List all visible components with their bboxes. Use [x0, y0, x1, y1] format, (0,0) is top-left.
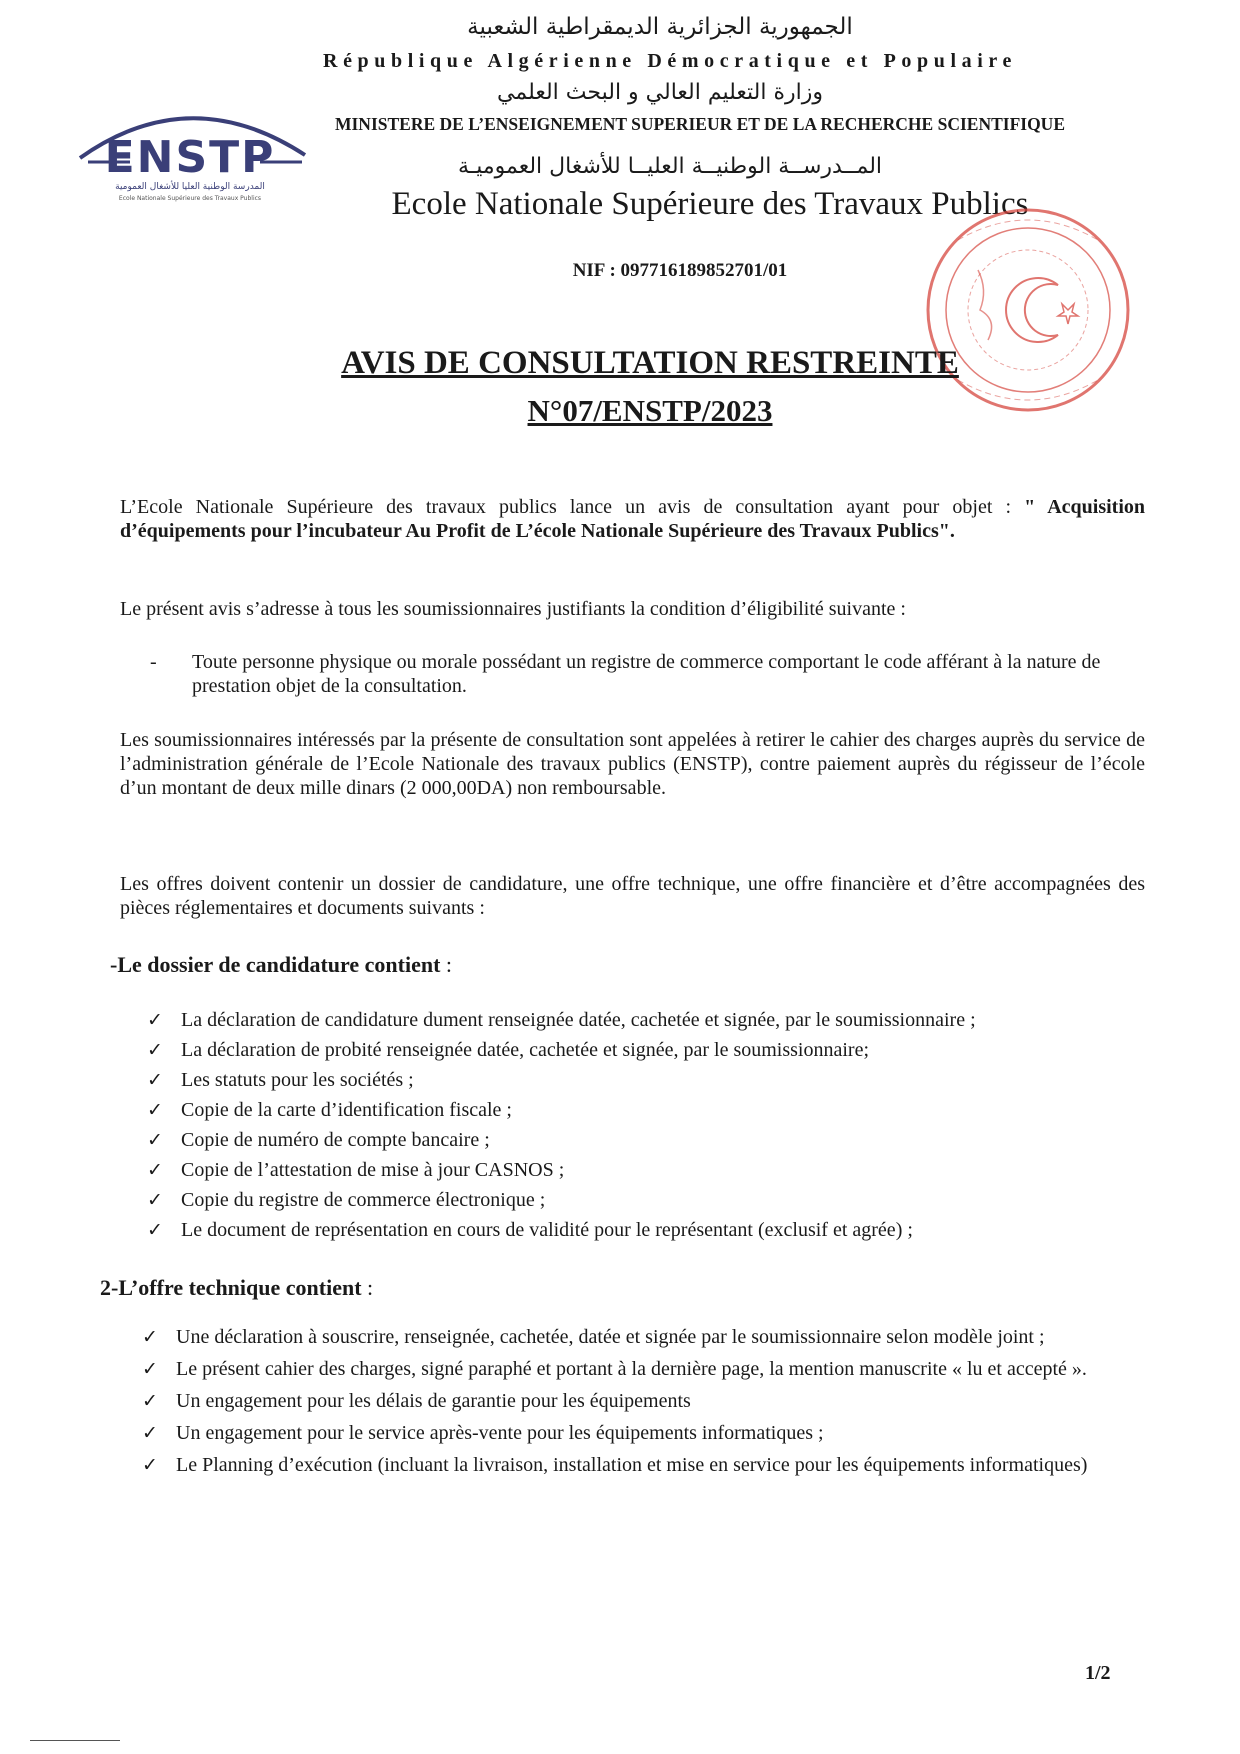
checklist-item-text: La déclaration de candidature dument renseignée datée, cachetée et signée, par le soumissionnaire ; [181, 1009, 976, 1031]
header-french-ministry: MINISTERE DE L’ENSEIGNEMENT SUPERIEUR ET DE LA RECHERCHE SCIENTIFIQUE [334, 114, 1065, 134]
checklist-item [145, 1005, 1135, 1035]
candidature-list [145, 1005, 1135, 1245]
logo-french-caption: Ecole Nationale Supérieure des Travaux Publics [118, 195, 262, 202]
checklist-item-text: Copie de numéro de compte bancaire ; [181, 1129, 490, 1151]
logo-text: ENSTP [104, 132, 276, 183]
official-stamp [918, 200, 1138, 420]
check-icon: ✓ [142, 1454, 158, 1476]
checklist-item-text: Le présent cahier des charges, signé paraphé et portant à la dernière page, la mention manuscrite « lu et accepté ». [176, 1358, 1087, 1380]
checklist-item [140, 1322, 1140, 1352]
logo-arabic-caption: المدرسة الوطنية العليا للأشغال العمومية [115, 182, 265, 192]
section-technique-colon: : [361, 1275, 374, 1300]
section-candidature-title [110, 952, 452, 978]
section-candidature-title-text: -Le dossier de candidature contient [110, 952, 441, 977]
check-icon: ✓ [142, 1422, 158, 1444]
checklist-item-text: Un engagement pour le service après-vente pour les équipements informatiques ; [176, 1422, 824, 1444]
stamp-seal-icon [918, 200, 1138, 420]
section-candidature-colon: : [440, 952, 453, 977]
checklist-item [145, 1095, 1135, 1125]
enstp-logo-icon [70, 100, 310, 220]
check-icon: ✓ [142, 1358, 158, 1380]
checklist-item [140, 1354, 1140, 1384]
check-icon: ✓ [147, 1129, 163, 1151]
checklist-item [140, 1450, 1140, 1480]
check-icon: ✓ [147, 1219, 163, 1241]
checklist-item-text: Un engagement pour les délais de garantie pour les équipements [176, 1390, 691, 1412]
check-icon: ✓ [147, 1159, 163, 1181]
technique-list [140, 1322, 1140, 1482]
notice-title: AVIS DE CONSULTATION RESTREINTE [341, 345, 959, 381]
check-icon: ✓ [147, 1189, 163, 1211]
dash-bullet: - [150, 651, 157, 673]
header-french-school: Ecole Nationale Supérieure des Travaux Publics [391, 186, 1029, 222]
checklist-item-text: Le Planning d’exécution (incluant la livraison, installation et mise en service pour les équipements informatiques) [176, 1454, 1088, 1476]
page-number: 1/2 [1085, 1662, 1111, 1684]
eligibility-item [150, 650, 1140, 698]
check-icon: ✓ [147, 1039, 163, 1061]
withdrawal-paragraph: Les soumissionnaires intéressés par la présente de consultation sont appelées à retirer le cahier des charges auprès du service de l’administration générale de l’Ecole Nationale des travaux publics (ENSTP), contre paiement auprès du régisseur de l’école d’un montant de deux mille dinars (2 000,00DA) non remboursable. [120, 729, 1145, 799]
notice-number: N°07/ENSTP/2023 [527, 393, 773, 428]
checklist-item [140, 1418, 1140, 1448]
footer-divider [30, 1740, 120, 1741]
check-icon: ✓ [142, 1390, 158, 1412]
check-icon: ✓ [142, 1326, 158, 1348]
checklist-item [145, 1215, 1135, 1245]
section-technique-title-text: 2-L’offre technique contient [100, 1275, 362, 1300]
enstp-logo [70, 100, 310, 220]
checklist-item-text: La déclaration de probité renseignée datée, cachetée et signée, par le soumissionnaire; [181, 1039, 870, 1061]
checklist-item-text: Une déclaration à souscrire, renseignée, cachetée, datée et signée par le soumissionnaire selon modèle joint ; [176, 1326, 1045, 1348]
eligibility-paragraph: Le présent avis s’adresse à tous les soumissionnaires justifiants la condition d’éligibilité suivante : [120, 598, 906, 620]
check-icon: ✓ [147, 1099, 163, 1121]
intro-object: " Acquisition d’équipements pour l’incubateur Au Profit de L’école Nationale Supérieure des Travaux Publics". [120, 496, 1146, 542]
header-arabic-school: المــدرســة الوطنيــة العليــا للأشغال العموميـة [457, 154, 883, 179]
checklist-item-text: Copie de la carte d’identification fiscale ; [181, 1099, 512, 1121]
checklist-item [145, 1035, 1135, 1065]
check-icon: ✓ [147, 1069, 163, 1091]
intro-paragraph [120, 495, 1145, 543]
checklist-item-text: Le document de représentation en cours de validité pour le représentant (exclusif et agrée) ; [181, 1219, 913, 1241]
check-icon: ✓ [147, 1009, 163, 1031]
section-technique-title [100, 1275, 373, 1301]
header-french-republic: République Algérienne Démocratique et Populaire [323, 50, 1017, 72]
checklist-item-text: Copie du registre de commerce électronique ; [181, 1189, 546, 1211]
nif-number: NIF : 097716189852701/01 [572, 260, 788, 281]
checklist-item [140, 1386, 1140, 1416]
eligibility-item-text: Toute personne physique ou morale possédant un registre de commerce comportant le code afférant à la nature de prestation objet de la consultation. [192, 651, 1101, 697]
header-arabic-republic: الجمهورية الجزائرية الديمقراطية الشعبية [467, 14, 853, 40]
intro-lead: L’Ecole Nationale Supérieure des travaux publics lance un avis de consultation ayant pour objet : [120, 496, 1012, 518]
offers-paragraph: Les offres doivent contenir un dossier de candidature, une offre technique, une offre financière et d’être accompagnées des pièces réglementaires et documents suivants : [120, 873, 1145, 919]
checklist-item-text: Copie de l’attestation de mise à jour CASNOS ; [181, 1159, 565, 1181]
checklist-item [145, 1185, 1135, 1215]
checklist-item [145, 1065, 1135, 1095]
checklist-item-text: Les statuts pour les sociétés ; [181, 1069, 414, 1091]
checklist-item [145, 1125, 1135, 1155]
checklist-item [145, 1155, 1135, 1185]
header-arabic-ministry: وزارة التعليم العالي و البحث العلمي [497, 80, 823, 105]
